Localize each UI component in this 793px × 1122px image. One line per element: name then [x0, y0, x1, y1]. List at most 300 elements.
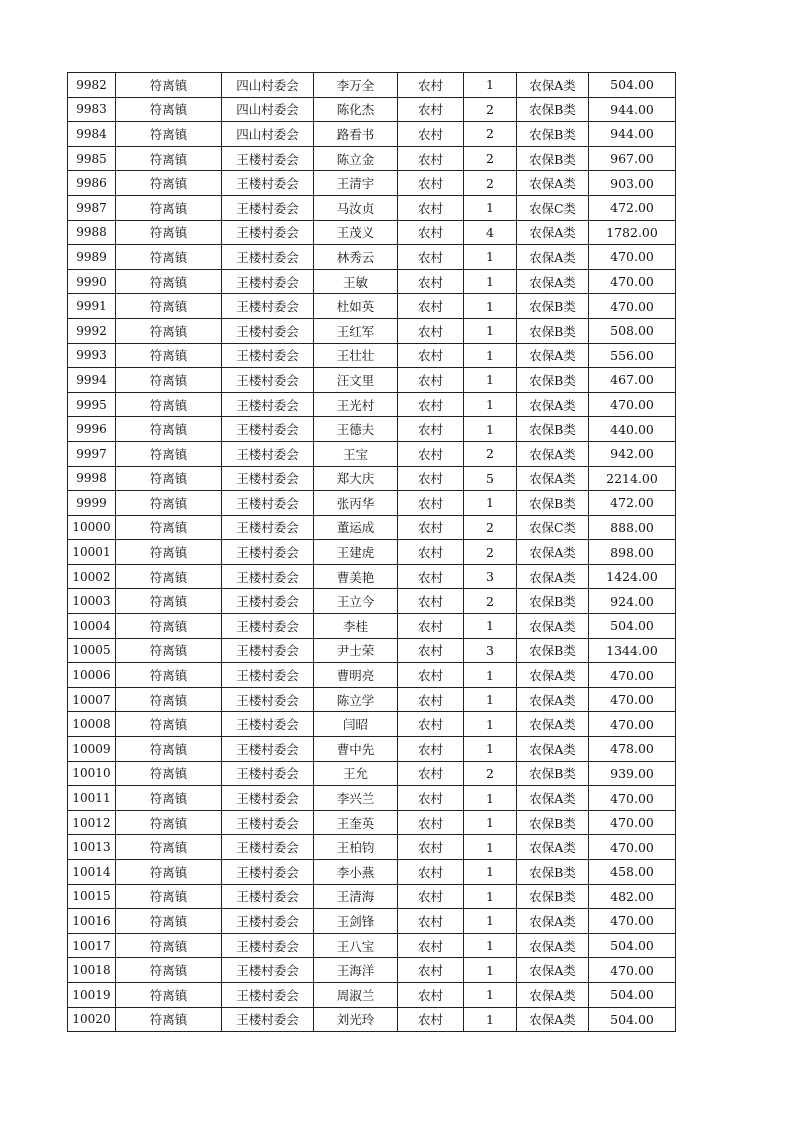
town-cell: 符离镇 — [116, 884, 222, 909]
amount-cell: 470.00 — [589, 810, 676, 835]
table-row — [68, 687, 676, 712]
town-cell: 符离镇 — [116, 933, 222, 958]
household-size-cell: 1 — [464, 343, 517, 368]
residence-type-cell: 农村 — [398, 515, 464, 540]
amount-cell: 944.00 — [589, 122, 676, 147]
household-size-cell: 1 — [464, 737, 517, 762]
household-size-cell: 1 — [464, 318, 517, 343]
row-number-cell: 9987 — [68, 195, 116, 220]
name-cell: 王宝 — [314, 441, 398, 466]
insurance-category-cell: 农保A类 — [517, 171, 589, 196]
town-cell: 符离镇 — [116, 195, 222, 220]
table-row — [68, 761, 676, 786]
name-cell: 张丙华 — [314, 491, 398, 516]
household-size-cell: 2 — [464, 540, 517, 565]
town-cell: 符离镇 — [116, 909, 222, 934]
residence-type-cell: 农村 — [398, 884, 464, 909]
row-number-cell: 9989 — [68, 245, 116, 270]
name-cell: 王清宇 — [314, 171, 398, 196]
village-committee-cell: 王楼村委会 — [222, 417, 314, 442]
table-row — [68, 737, 676, 762]
amount-cell: 1344.00 — [589, 638, 676, 663]
insurance-category-cell: 农保A类 — [517, 540, 589, 565]
household-size-cell: 2 — [464, 589, 517, 614]
insurance-category-cell: 农保B类 — [517, 122, 589, 147]
row-number-cell: 10011 — [68, 786, 116, 811]
name-cell: 陈化杰 — [314, 97, 398, 122]
name-cell: 陈立学 — [314, 687, 398, 712]
row-number-cell: 10018 — [68, 958, 116, 983]
table-row — [68, 368, 676, 393]
name-cell: 李万全 — [314, 73, 398, 98]
table-row — [68, 491, 676, 516]
household-size-cell: 1 — [464, 687, 517, 712]
insurance-category-cell: 农保A类 — [517, 269, 589, 294]
household-size-cell: 1 — [464, 810, 517, 835]
amount-cell: 898.00 — [589, 540, 676, 565]
insurance-category-cell: 农保A类 — [517, 466, 589, 491]
household-size-cell: 1 — [464, 245, 517, 270]
household-size-cell: 1 — [464, 712, 517, 737]
name-cell: 王奎英 — [314, 810, 398, 835]
town-cell: 符离镇 — [116, 515, 222, 540]
town-cell: 符离镇 — [116, 810, 222, 835]
residence-type-cell: 农村 — [398, 835, 464, 860]
insurance-category-cell: 农保B类 — [517, 318, 589, 343]
village-committee-cell: 王楼村委会 — [222, 810, 314, 835]
table-row — [68, 786, 676, 811]
village-committee-cell: 王楼村委会 — [222, 269, 314, 294]
residence-type-cell: 农村 — [398, 687, 464, 712]
residence-type-cell: 农村 — [398, 614, 464, 639]
name-cell: 王清海 — [314, 884, 398, 909]
residence-type-cell: 农村 — [398, 933, 464, 958]
name-cell: 王八宝 — [314, 933, 398, 958]
name-cell: 刘光玲 — [314, 1007, 398, 1032]
amount-cell: 1782.00 — [589, 220, 676, 245]
insurance-category-cell: 农保A类 — [517, 786, 589, 811]
row-number-cell: 10017 — [68, 933, 116, 958]
town-cell: 符离镇 — [116, 73, 222, 98]
subsidy-table — [67, 72, 676, 1032]
name-cell: 李小燕 — [314, 860, 398, 885]
town-cell: 符离镇 — [116, 589, 222, 614]
residence-type-cell: 农村 — [398, 171, 464, 196]
household-size-cell: 1 — [464, 884, 517, 909]
household-size-cell: 1 — [464, 73, 517, 98]
row-number-cell: 9990 — [68, 269, 116, 294]
table-row — [68, 417, 676, 442]
amount-cell: 2214.00 — [589, 466, 676, 491]
residence-type-cell: 农村 — [398, 564, 464, 589]
name-cell: 杜如英 — [314, 294, 398, 319]
insurance-category-cell: 农保A类 — [517, 933, 589, 958]
name-cell: 林秀云 — [314, 245, 398, 270]
residence-type-cell: 农村 — [398, 269, 464, 294]
household-size-cell: 1 — [464, 663, 517, 688]
household-size-cell: 2 — [464, 97, 517, 122]
table-row — [68, 884, 676, 909]
residence-type-cell: 农村 — [398, 982, 464, 1007]
household-size-cell: 1 — [464, 195, 517, 220]
table-row — [68, 540, 676, 565]
table-body — [68, 73, 676, 1032]
residence-type-cell: 农村 — [398, 245, 464, 270]
household-size-cell: 2 — [464, 761, 517, 786]
residence-type-cell: 农村 — [398, 761, 464, 786]
row-number-cell: 9986 — [68, 171, 116, 196]
insurance-category-cell: 农保B类 — [517, 294, 589, 319]
row-number-cell: 9999 — [68, 491, 116, 516]
table-row — [68, 73, 676, 98]
table-row — [68, 564, 676, 589]
table-row — [68, 1007, 676, 1032]
amount-cell: 470.00 — [589, 245, 676, 270]
table-row — [68, 171, 676, 196]
village-committee-cell: 王楼村委会 — [222, 466, 314, 491]
table-row — [68, 343, 676, 368]
row-number-cell: 9995 — [68, 392, 116, 417]
residence-type-cell: 农村 — [398, 294, 464, 319]
village-committee-cell: 四山村委会 — [222, 97, 314, 122]
name-cell: 王立今 — [314, 589, 398, 614]
amount-cell: 942.00 — [589, 441, 676, 466]
residence-type-cell: 农村 — [398, 466, 464, 491]
amount-cell: 504.00 — [589, 982, 676, 1007]
insurance-category-cell: 农保A类 — [517, 245, 589, 270]
village-committee-cell: 王楼村委会 — [222, 884, 314, 909]
town-cell: 符离镇 — [116, 540, 222, 565]
village-committee-cell: 王楼村委会 — [222, 343, 314, 368]
amount-cell: 888.00 — [589, 515, 676, 540]
amount-cell: 967.00 — [589, 146, 676, 171]
village-committee-cell: 王楼村委会 — [222, 835, 314, 860]
household-size-cell: 1 — [464, 982, 517, 1007]
residence-type-cell: 农村 — [398, 441, 464, 466]
household-size-cell: 2 — [464, 441, 517, 466]
amount-cell: 504.00 — [589, 1007, 676, 1032]
insurance-category-cell: 农保A类 — [517, 982, 589, 1007]
row-number-cell: 9998 — [68, 466, 116, 491]
row-number-cell: 9996 — [68, 417, 116, 442]
residence-type-cell: 农村 — [398, 195, 464, 220]
name-cell: 王建虎 — [314, 540, 398, 565]
row-number-cell: 10007 — [68, 687, 116, 712]
town-cell: 符离镇 — [116, 269, 222, 294]
residence-type-cell: 农村 — [398, 786, 464, 811]
table-row — [68, 245, 676, 270]
household-size-cell: 4 — [464, 220, 517, 245]
village-committee-cell: 王楼村委会 — [222, 589, 314, 614]
insurance-category-cell: 农保A类 — [517, 441, 589, 466]
table-row — [68, 810, 676, 835]
insurance-category-cell: 农保B类 — [517, 589, 589, 614]
village-committee-cell: 王楼村委会 — [222, 491, 314, 516]
row-number-cell: 10003 — [68, 589, 116, 614]
insurance-category-cell: 农保B类 — [517, 860, 589, 885]
row-number-cell: 10008 — [68, 712, 116, 737]
table-row — [68, 712, 676, 737]
residence-type-cell: 农村 — [398, 958, 464, 983]
table-row — [68, 220, 676, 245]
town-cell: 符离镇 — [116, 171, 222, 196]
amount-cell: 467.00 — [589, 368, 676, 393]
village-committee-cell: 王楼村委会 — [222, 515, 314, 540]
household-size-cell: 1 — [464, 294, 517, 319]
table-row — [68, 97, 676, 122]
town-cell: 符离镇 — [116, 982, 222, 1007]
table-row — [68, 294, 676, 319]
amount-cell: 504.00 — [589, 73, 676, 98]
village-committee-cell: 四山村委会 — [222, 122, 314, 147]
household-size-cell: 1 — [464, 933, 517, 958]
row-number-cell: 9993 — [68, 343, 116, 368]
residence-type-cell: 农村 — [398, 220, 464, 245]
name-cell: 王壮壮 — [314, 343, 398, 368]
amount-cell: 508.00 — [589, 318, 676, 343]
household-size-cell: 2 — [464, 122, 517, 147]
table-row — [68, 982, 676, 1007]
village-committee-cell: 四山村委会 — [222, 73, 314, 98]
village-committee-cell: 王楼村委会 — [222, 441, 314, 466]
name-cell: 周淑兰 — [314, 982, 398, 1007]
town-cell: 符离镇 — [116, 614, 222, 639]
amount-cell: 458.00 — [589, 860, 676, 885]
insurance-category-cell: 农保A类 — [517, 737, 589, 762]
household-size-cell: 2 — [464, 171, 517, 196]
name-cell: 王剑锋 — [314, 909, 398, 934]
insurance-category-cell: 农保A类 — [517, 687, 589, 712]
insurance-category-cell: 农保B类 — [517, 97, 589, 122]
residence-type-cell: 农村 — [398, 1007, 464, 1032]
residence-type-cell: 农村 — [398, 73, 464, 98]
residence-type-cell: 农村 — [398, 810, 464, 835]
row-number-cell: 10010 — [68, 761, 116, 786]
table-row — [68, 958, 676, 983]
name-cell: 路看书 — [314, 122, 398, 147]
name-cell: 王茂义 — [314, 220, 398, 245]
amount-cell: 472.00 — [589, 195, 676, 220]
village-committee-cell: 王楼村委会 — [222, 195, 314, 220]
amount-cell: 470.00 — [589, 835, 676, 860]
amount-cell: 470.00 — [589, 392, 676, 417]
name-cell: 曹中先 — [314, 737, 398, 762]
table-row — [68, 638, 676, 663]
table-row — [68, 392, 676, 417]
name-cell: 尹士荣 — [314, 638, 398, 663]
row-number-cell: 9991 — [68, 294, 116, 319]
insurance-category-cell: 农保A类 — [517, 564, 589, 589]
table-row — [68, 860, 676, 885]
row-number-cell: 10012 — [68, 810, 116, 835]
insurance-category-cell: 农保A类 — [517, 392, 589, 417]
amount-cell: 470.00 — [589, 269, 676, 294]
table-row — [68, 589, 676, 614]
insurance-category-cell: 农保C类 — [517, 515, 589, 540]
table-row — [68, 318, 676, 343]
amount-cell: 472.00 — [589, 491, 676, 516]
insurance-category-cell: 农保A类 — [517, 958, 589, 983]
village-committee-cell: 王楼村委会 — [222, 638, 314, 663]
village-committee-cell: 王楼村委会 — [222, 146, 314, 171]
row-number-cell: 10014 — [68, 860, 116, 885]
village-committee-cell: 王楼村委会 — [222, 958, 314, 983]
amount-cell: 470.00 — [589, 663, 676, 688]
name-cell: 王德夫 — [314, 417, 398, 442]
row-number-cell: 10002 — [68, 564, 116, 589]
table-row — [68, 614, 676, 639]
town-cell: 符离镇 — [116, 860, 222, 885]
village-committee-cell: 王楼村委会 — [222, 786, 314, 811]
table-row — [68, 269, 676, 294]
table-row — [68, 466, 676, 491]
household-size-cell: 1 — [464, 368, 517, 393]
row-number-cell: 10004 — [68, 614, 116, 639]
household-size-cell: 5 — [464, 466, 517, 491]
household-size-cell: 1 — [464, 958, 517, 983]
insurance-category-cell: 农保A类 — [517, 343, 589, 368]
insurance-category-cell: 农保A类 — [517, 663, 589, 688]
village-committee-cell: 王楼村委会 — [222, 982, 314, 1007]
row-number-cell: 9994 — [68, 368, 116, 393]
residence-type-cell: 农村 — [398, 540, 464, 565]
name-cell: 王柏钧 — [314, 835, 398, 860]
household-size-cell: 3 — [464, 638, 517, 663]
amount-cell: 939.00 — [589, 761, 676, 786]
insurance-category-cell: 农保A类 — [517, 73, 589, 98]
village-committee-cell: 王楼村委会 — [222, 245, 314, 270]
residence-type-cell: 农村 — [398, 122, 464, 147]
town-cell: 符离镇 — [116, 417, 222, 442]
town-cell: 符离镇 — [116, 441, 222, 466]
village-committee-cell: 王楼村委会 — [222, 712, 314, 737]
village-committee-cell: 王楼村委会 — [222, 564, 314, 589]
insurance-category-cell: 农保A类 — [517, 614, 589, 639]
town-cell: 符离镇 — [116, 368, 222, 393]
name-cell: 陈立金 — [314, 146, 398, 171]
amount-cell: 470.00 — [589, 712, 676, 737]
amount-cell: 504.00 — [589, 933, 676, 958]
amount-cell: 944.00 — [589, 97, 676, 122]
household-size-cell: 1 — [464, 392, 517, 417]
household-size-cell: 1 — [464, 786, 517, 811]
village-committee-cell: 王楼村委会 — [222, 1007, 314, 1032]
name-cell: 李兴兰 — [314, 786, 398, 811]
amount-cell: 1424.00 — [589, 564, 676, 589]
household-size-cell: 1 — [464, 1007, 517, 1032]
insurance-category-cell: 农保B类 — [517, 761, 589, 786]
name-cell: 曹明亮 — [314, 663, 398, 688]
amount-cell: 470.00 — [589, 687, 676, 712]
household-size-cell: 2 — [464, 515, 517, 540]
insurance-category-cell: 农保A类 — [517, 220, 589, 245]
household-size-cell: 1 — [464, 417, 517, 442]
insurance-category-cell: 农保A类 — [517, 1007, 589, 1032]
town-cell: 符离镇 — [116, 761, 222, 786]
village-committee-cell: 王楼村委会 — [222, 318, 314, 343]
town-cell: 符离镇 — [116, 638, 222, 663]
table-row — [68, 663, 676, 688]
insurance-category-cell: 农保B类 — [517, 884, 589, 909]
household-size-cell: 1 — [464, 491, 517, 516]
household-size-cell: 1 — [464, 269, 517, 294]
household-size-cell: 1 — [464, 909, 517, 934]
insurance-category-cell: 农保A类 — [517, 835, 589, 860]
amount-cell: 903.00 — [589, 171, 676, 196]
village-committee-cell: 王楼村委会 — [222, 368, 314, 393]
name-cell: 郑大庆 — [314, 466, 398, 491]
town-cell: 符离镇 — [116, 122, 222, 147]
row-number-cell: 9997 — [68, 441, 116, 466]
amount-cell: 556.00 — [589, 343, 676, 368]
town-cell: 符离镇 — [116, 663, 222, 688]
village-committee-cell: 王楼村委会 — [222, 860, 314, 885]
insurance-category-cell: 农保C类 — [517, 195, 589, 220]
residence-type-cell: 农村 — [398, 860, 464, 885]
insurance-category-cell: 农保A类 — [517, 909, 589, 934]
row-number-cell: 9983 — [68, 97, 116, 122]
row-number-cell: 9982 — [68, 73, 116, 98]
town-cell: 符离镇 — [116, 1007, 222, 1032]
household-size-cell: 2 — [464, 146, 517, 171]
town-cell: 符离镇 — [116, 294, 222, 319]
row-number-cell: 10009 — [68, 737, 116, 762]
table-row — [68, 515, 676, 540]
residence-type-cell: 农村 — [398, 737, 464, 762]
name-cell: 曹美艳 — [314, 564, 398, 589]
name-cell: 马汝贞 — [314, 195, 398, 220]
insurance-category-cell: 农保A类 — [517, 712, 589, 737]
row-number-cell: 9985 — [68, 146, 116, 171]
village-committee-cell: 王楼村委会 — [222, 220, 314, 245]
row-number-cell: 10001 — [68, 540, 116, 565]
residence-type-cell: 农村 — [398, 663, 464, 688]
town-cell: 符离镇 — [116, 343, 222, 368]
village-committee-cell: 王楼村委会 — [222, 761, 314, 786]
town-cell: 符离镇 — [116, 491, 222, 516]
residence-type-cell: 农村 — [398, 318, 464, 343]
household-size-cell: 1 — [464, 860, 517, 885]
insurance-category-cell: 农保B类 — [517, 491, 589, 516]
household-size-cell: 1 — [464, 835, 517, 860]
amount-cell: 470.00 — [589, 958, 676, 983]
amount-cell: 440.00 — [589, 417, 676, 442]
town-cell: 符离镇 — [116, 146, 222, 171]
village-committee-cell: 王楼村委会 — [222, 392, 314, 417]
name-cell: 王敏 — [314, 269, 398, 294]
amount-cell: 470.00 — [589, 294, 676, 319]
residence-type-cell: 农村 — [398, 712, 464, 737]
village-committee-cell: 王楼村委会 — [222, 171, 314, 196]
insurance-category-cell: 农保B类 — [517, 638, 589, 663]
village-committee-cell: 王楼村委会 — [222, 909, 314, 934]
row-number-cell: 10013 — [68, 835, 116, 860]
table-row — [68, 933, 676, 958]
insurance-category-cell: 农保B类 — [517, 368, 589, 393]
table-row — [68, 146, 676, 171]
household-size-cell: 3 — [464, 564, 517, 589]
row-number-cell: 9992 — [68, 318, 116, 343]
amount-cell: 504.00 — [589, 614, 676, 639]
amount-cell: 482.00 — [589, 884, 676, 909]
town-cell: 符离镇 — [116, 245, 222, 270]
row-number-cell: 9988 — [68, 220, 116, 245]
town-cell: 符离镇 — [116, 958, 222, 983]
household-size-cell: 1 — [464, 614, 517, 639]
name-cell: 董运成 — [314, 515, 398, 540]
row-number-cell: 10006 — [68, 663, 116, 688]
village-committee-cell: 王楼村委会 — [222, 663, 314, 688]
